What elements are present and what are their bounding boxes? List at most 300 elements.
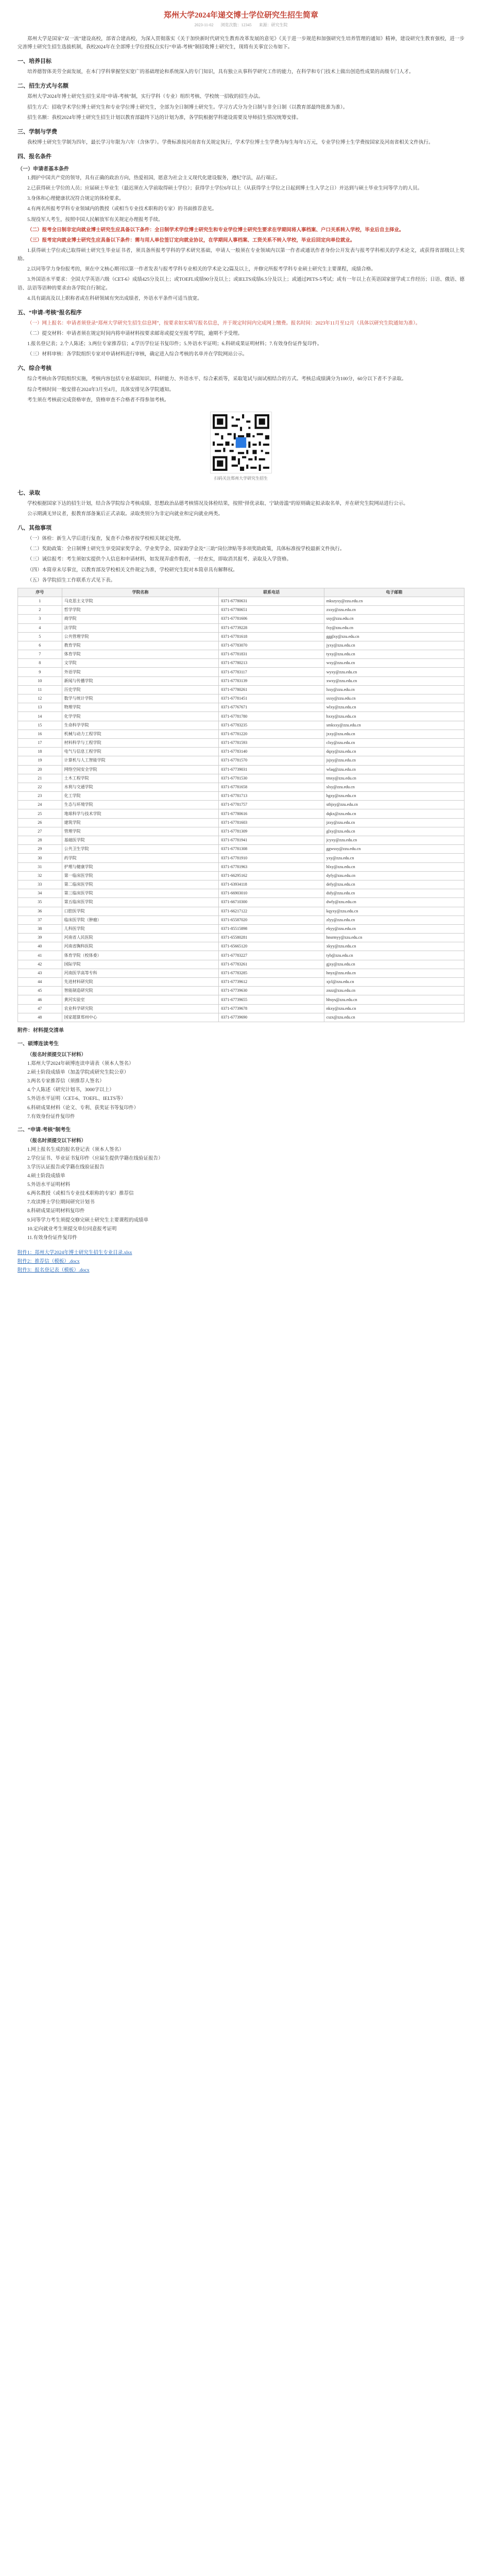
attachment-item: 9.同等学力考生须提交修完硕士研究生主要课程的成绩单 bbox=[27, 1217, 149, 1223]
table-row bbox=[18, 801, 464, 809]
table-cell: 15 bbox=[18, 721, 62, 730]
table-row bbox=[18, 818, 464, 827]
table-row bbox=[18, 827, 464, 836]
table-cell: 31 bbox=[18, 862, 62, 871]
section-title: 一、培养目标 bbox=[18, 58, 51, 65]
table-cell: 0371-66903010 bbox=[219, 889, 324, 898]
email-cell[interactable]: hgxy@zzu.edu.cn bbox=[324, 792, 464, 801]
section-paragraph: 郑州大学2024年博士研究生招生采用“申请-考核”制，实行学科（专业）组织考核、学校统一招收的招生办法。 bbox=[27, 94, 264, 100]
exam-title: 六、综合考核 bbox=[18, 365, 51, 372]
other-paragraph: （一）体检：新生入学后进行复查，复查不合格者按学校相关规定处理。 bbox=[27, 536, 184, 542]
table-row bbox=[18, 916, 464, 924]
table-cell: 0371-67780631 bbox=[219, 597, 324, 605]
table-cell: 0371-67781757 bbox=[219, 801, 324, 809]
email-cell[interactable]: ekyy@zzu.edu.cn bbox=[324, 924, 464, 933]
email-cell[interactable]: slxy@zzu.edu.cn bbox=[324, 783, 464, 791]
extra-requirements bbox=[18, 247, 464, 303]
section-paragraph: 培养德智体美劳全面发展，在本门学科掌握坚实宽广的基础理论和系统深入的专门知识，具有独立从事科学研究工作的能力，在科学和专门技术上做出创造性成果的高级专门人才。 bbox=[27, 70, 414, 75]
email-cell[interactable]: jcyxy@zzu.edu.cn bbox=[324, 836, 464, 845]
attachment-item: （报名时须提交以下材料） bbox=[27, 1052, 87, 1058]
table-cell: 建筑学院 bbox=[62, 818, 219, 827]
table-row bbox=[18, 862, 464, 871]
table-cell: 41 bbox=[18, 951, 62, 960]
email-cell[interactable]: fxy@zzu.edu.cn bbox=[324, 623, 464, 632]
email-cell[interactable]: xwxy@zzu.edu.cn bbox=[324, 676, 464, 685]
table-cell: 4 bbox=[18, 623, 62, 632]
table-cell: 第一临床医学院 bbox=[62, 871, 219, 880]
admission-paragraph: 公示期满无异议者，报教育部备案后正式录取。录取类别分为非定向就业和定向就业两类。 bbox=[27, 511, 223, 517]
table-cell: 0371-67783140 bbox=[219, 748, 324, 756]
table-cell: 第三临床医学院 bbox=[62, 889, 219, 898]
qr-caption: 扫码关注郑州大学研究生招生 bbox=[214, 476, 268, 481]
table-cell: 生命科学学院 bbox=[62, 721, 219, 730]
table-cell: 37 bbox=[18, 916, 62, 924]
table-cell: 47 bbox=[18, 1004, 62, 1013]
table-cell: 22 bbox=[18, 783, 62, 791]
table-cell: 28 bbox=[18, 836, 62, 845]
table-cell: 0371-67783261 bbox=[219, 960, 324, 969]
table-row bbox=[18, 721, 464, 730]
table-cell: 40 bbox=[18, 942, 62, 951]
table-cell: 0371-67739655 bbox=[219, 995, 324, 1004]
procedure-paragraph: （二）提交材料：申请者须在规定时间内将申请材料按要求邮寄或提交至报考学院，逾期不予受理。 bbox=[27, 331, 243, 336]
email-cell[interactable]: xkyy@zzu.edu.cn bbox=[324, 942, 464, 951]
table-cell: 9 bbox=[18, 668, 62, 676]
table-cell: 0371-66295162 bbox=[219, 871, 324, 880]
requirement-paragraph: 4.具有副高及以上职称者或在科研领域有突出成绩者，外语水平条件可适当放宽。 bbox=[27, 296, 202, 301]
table-row bbox=[18, 774, 464, 783]
table-row bbox=[18, 748, 464, 756]
attachment-group-title: 一、硕博连读考生 bbox=[18, 1041, 59, 1047]
admission bbox=[18, 488, 464, 518]
table-cell: 临床医学院（肿瘤） bbox=[62, 916, 219, 924]
table-cell: 物理学院 bbox=[62, 703, 219, 712]
emphasis-block bbox=[18, 226, 464, 245]
page-title: 郑州大学2024年递交博士学位研究生招生简章 bbox=[163, 11, 318, 20]
table-cell: 电气与信息工程学院 bbox=[62, 748, 219, 756]
table-row bbox=[18, 960, 464, 969]
table-row bbox=[18, 756, 464, 765]
email-cell[interactable]: hlxy@zzu.edu.cn bbox=[324, 862, 464, 871]
table-cell: 0371-67739612 bbox=[219, 978, 324, 987]
attachment-item: 6.科研成果材料（论文、专利、获奖证书等复印件） bbox=[27, 1105, 139, 1111]
section-title: 四、报名条件 bbox=[18, 153, 51, 160]
table-row bbox=[18, 898, 464, 907]
table-cell: 12 bbox=[18, 694, 62, 703]
attachment-group-title: 二、“申请-考核”制考生 bbox=[18, 1127, 71, 1133]
table-row bbox=[18, 783, 464, 791]
email-cell[interactable]: mkszyxy@zzu.edu.cn bbox=[324, 597, 464, 605]
table-cell: 0371-67781606 bbox=[219, 615, 324, 623]
attachment-download-link[interactable]: 附件2：推荐信（模板）.docx bbox=[18, 1259, 80, 1264]
exam bbox=[18, 375, 464, 404]
email-cell[interactable]: xjcl@zzu.edu.cn bbox=[324, 978, 464, 987]
email-cell[interactable]: defy@zzu.edu.cn bbox=[324, 880, 464, 889]
section-title: 三、学制与学费 bbox=[18, 128, 57, 135]
admission-title: 七、录取 bbox=[18, 489, 40, 496]
attachment-download-link[interactable]: 附件3：报名登记表（模板）.docx bbox=[18, 1268, 90, 1274]
email-cell[interactable]: smkxxy@zzu.edu.cn bbox=[324, 721, 464, 730]
contact-table bbox=[18, 588, 464, 1022]
table-cell: 管理学院 bbox=[62, 827, 219, 836]
table-cell: 先进材料研究院 bbox=[62, 978, 219, 987]
table-cell: 29 bbox=[18, 845, 62, 854]
table-row bbox=[18, 694, 464, 703]
table-cell: 农业科学研究院 bbox=[62, 1004, 219, 1013]
table-header-row bbox=[18, 588, 464, 597]
table-row bbox=[18, 730, 464, 738]
other-matters bbox=[18, 535, 464, 585]
attachment-item: 2.硕士阶段成绩单（加盖学院或研究生院公章） bbox=[27, 1070, 129, 1076]
intro-paragraph: 郑州大学是国家“双一流”建设高校，部省合建高校，为深入贯彻落实《关于加快新时代研究生教育改革发展的意见》《关于进一步规范和加强研究生培养管理的通知》精神，建设研究生教育强校，进一步完善博士研究生招生选拔机制，我校2024年在全部博士学位授权点实行“申请-考核”制招收博士研究生，现将有关事宜公布如下。 bbox=[18, 37, 464, 50]
table-row bbox=[18, 836, 464, 845]
emphasis-paragraph: （三）报考定向就业博士研究生应具备以下条件：需与用人单位签订定向就业协议，在学期间人事档案、工资关系不转入学校，毕业后回定向单位就业。 bbox=[27, 238, 355, 243]
publish-date: 2023-11-02 bbox=[194, 23, 214, 27]
attachments bbox=[18, 1026, 464, 1275]
table-cell: 33 bbox=[18, 880, 62, 889]
section-title: 二、招生方式与名额 bbox=[18, 83, 68, 90]
email-cell[interactable]: ggwsxy@zzu.edu.cn bbox=[324, 845, 464, 854]
table-row bbox=[18, 676, 464, 685]
section-paragraph: 招生方式：招收学术学位博士研究生和专业学位博士研究生，全部为全日制博士研究生。学习方式分为全日制与非全日制（以教育部最终批准为准）。 bbox=[27, 105, 348, 110]
table-cell: 5 bbox=[18, 632, 62, 641]
section-paragraph: 4.有两名所报考学科专业领域内的教授（或相当专业技术职称的专家）的书面推荐意见。 bbox=[27, 207, 217, 212]
table-row bbox=[18, 668, 464, 676]
table-cell: 17 bbox=[18, 738, 62, 747]
table-row bbox=[18, 854, 464, 862]
attachment-item: 2.学位证书、毕业证书复印件（应届生提供学籍在线验证报告） bbox=[27, 1156, 163, 1161]
section-paragraph: 3.身体和心理健康状况符合规定的体检要求。 bbox=[27, 196, 124, 202]
email-cell[interactable]: tmxy@zzu.edu.cn bbox=[324, 774, 464, 783]
qr-code-graphic bbox=[211, 412, 271, 473]
table-cell: 土木工程学院 bbox=[62, 774, 219, 783]
table-cell: 化工学院 bbox=[62, 792, 219, 801]
email-cell[interactable]: dyfy@zzu.edu.cn bbox=[324, 871, 464, 880]
table-cell: 0371-67781618 bbox=[219, 632, 324, 641]
email-cell[interactable]: dwfy@zzu.edu.cn bbox=[324, 898, 464, 907]
attachment-item: 3.学历认证报告或学籍在线验证报告 bbox=[27, 1165, 105, 1170]
table-row bbox=[18, 880, 464, 889]
table-cell: 0371-67781831 bbox=[219, 650, 324, 659]
table-row bbox=[18, 659, 464, 668]
table-cell: 材料科学与工程学院 bbox=[62, 738, 219, 747]
table-row bbox=[18, 685, 464, 694]
table-cell: 0371-67780616 bbox=[219, 809, 324, 818]
table-cell: 0371-67781220 bbox=[219, 730, 324, 738]
table-cell: 智能制造研究院 bbox=[62, 987, 219, 995]
hit-count: 浏览次数：12345 bbox=[220, 23, 252, 27]
table-cell: 0371-67739690 bbox=[219, 1013, 324, 1022]
table-cell: 6 bbox=[18, 641, 62, 650]
table-cell: 0371-67781658 bbox=[219, 783, 324, 791]
table-cell: 0371-67783070 bbox=[219, 641, 324, 650]
table-row bbox=[18, 1004, 464, 1013]
table-cell: 38 bbox=[18, 924, 62, 933]
table-cell: 0371-67780651 bbox=[219, 606, 324, 615]
table-cell: 0371-66217122 bbox=[219, 907, 324, 916]
table-cell: 儿科医学院 bbox=[62, 924, 219, 933]
email-cell[interactable]: cszx@zzu.edu.cn bbox=[324, 1013, 464, 1022]
table-cell: 0371-67781603 bbox=[219, 818, 324, 827]
table-cell: 外语学院 bbox=[62, 668, 219, 676]
email-cell[interactable]: nkxy@zzu.edu.cn bbox=[324, 1004, 464, 1013]
table-cell: 生态与环境学院 bbox=[62, 801, 219, 809]
table-cell: 河南省胸科医院 bbox=[62, 942, 219, 951]
table-cell: 公共管理学院 bbox=[62, 632, 219, 641]
table-row bbox=[18, 987, 464, 995]
table-cell: 口腔医学院 bbox=[62, 907, 219, 916]
section-paragraph: 我校博士研究生学制为四年，最长学习年限为六年（含休学）。学费标准按河南省有关规定执行，学术学位博士生学费为每生每年1万元，专业学位博士生学费按国家及河南省相关文件执行。 bbox=[27, 140, 434, 145]
email-cell[interactable]: znzz@zzu.edu.cn bbox=[324, 987, 464, 995]
table-cell: 20 bbox=[18, 765, 62, 774]
attachment-item: 10.定向就业考生须提交单位同意报考证明 bbox=[27, 1226, 117, 1232]
table-cell: 14 bbox=[18, 712, 62, 721]
email-cell[interactable]: jsjxy@zzu.edu.cn bbox=[324, 756, 464, 765]
attachment-item: 4.个人陈述（研究计划书，3000字以上） bbox=[27, 1088, 114, 1093]
table-cell: 国际学院 bbox=[62, 960, 219, 969]
exam-paragraph: 考生须在考核前完成资格审查，资格审查不合格者不得参加考核。 bbox=[27, 397, 169, 403]
column-header: 学院名称 bbox=[62, 588, 219, 597]
section-paragraph: 1.拥护中国共产党的领导，具有正确的政治方向，热爱祖国，愿意为社会主义现代化建设服务，遵纪守法，品行端正。 bbox=[27, 175, 281, 181]
table-cell: 第五临床医学院 bbox=[62, 898, 219, 907]
procedure-paragraph: 1.报名登记表；2.个人陈述；3.两位专家推荐信；4.学历学位证书复印件；5.外语水平证明；6.科研成果证明材料；7.有效身份证件复印件。 bbox=[27, 342, 322, 347]
table-cell: 河南省人民医院 bbox=[62, 934, 219, 942]
requirement-paragraph: 2.以同等学力身份报考的，须在中文核心期刊以第一作者发表与报考学科专业相关的学术论文2篇及以上，并修完所报考学科专业硕士研究生主要课程，成绩合格。 bbox=[27, 267, 376, 273]
intro bbox=[18, 35, 464, 52]
procedure-title: 五、“申请-考核”报名程序 bbox=[18, 309, 82, 316]
table-row bbox=[18, 907, 464, 916]
table-cell: 0371-67739031 bbox=[219, 765, 324, 774]
table-row bbox=[18, 615, 464, 623]
email-cell[interactable]: glxy@zzu.edu.cn bbox=[324, 827, 464, 836]
table-cell: 新闻与传播学院 bbox=[62, 676, 219, 685]
table-cell: 网络空间安全学院 bbox=[62, 765, 219, 774]
table-cell: 1 bbox=[18, 597, 62, 605]
table-cell: 0371-67781963 bbox=[219, 862, 324, 871]
table-cell: 34 bbox=[18, 889, 62, 898]
table-cell: 0371-67781309 bbox=[219, 827, 324, 836]
table-cell: 护理与健康学院 bbox=[62, 862, 219, 871]
table-row bbox=[18, 650, 464, 659]
table-cell: 25 bbox=[18, 809, 62, 818]
table-cell: 42 bbox=[18, 960, 62, 969]
exam-paragraph: 综合考核时间一般安排在2024年3月至4月，具体安排见各学院通知。 bbox=[27, 387, 175, 393]
table-cell: 0371-65580281 bbox=[219, 934, 324, 942]
table-cell: 体育学院 bbox=[62, 650, 219, 659]
table-cell: 0371-67781780 bbox=[219, 712, 324, 721]
attachment-item: 5.外语水平证明材料 bbox=[27, 1182, 71, 1188]
procedure-paragraph: （一）网上报名：申请者须登录“郑州大学研究生招生信息网”，按要求如实填写报名信息，并于规定时间内完成网上缴费。报名时间：2023年11月至12月（具体以研究生院通知为准）。 bbox=[27, 320, 421, 326]
table-row bbox=[18, 632, 464, 641]
other-paragraph: （四）本简章未尽事宜，以教育部及学校相关文件规定为准，学校研究生院对本简章具有解释权。 bbox=[27, 567, 238, 573]
section-subtitle: （一）申请者基本条件 bbox=[18, 166, 69, 172]
email-cell[interactable]: zxxy@zzu.edu.cn bbox=[324, 606, 464, 615]
table-cell: 黄河实验室 bbox=[62, 995, 219, 1004]
table-row bbox=[18, 995, 464, 1004]
table-cell: 地球科学与技术学院 bbox=[62, 809, 219, 818]
table-cell: 35 bbox=[18, 898, 62, 907]
table-row bbox=[18, 606, 464, 615]
email-cell[interactable]: sxxy@zzu.edu.cn bbox=[324, 694, 464, 703]
table-cell: 32 bbox=[18, 871, 62, 880]
email-cell[interactable]: wyxy@zzu.edu.cn bbox=[324, 668, 464, 676]
attachment-item: （报名时须提交以下材料） bbox=[27, 1138, 87, 1144]
table-cell: 2 bbox=[18, 606, 62, 615]
email-cell[interactable]: tyxy@zzu.edu.cn bbox=[324, 650, 464, 659]
table-cell: 基础医学院 bbox=[62, 836, 219, 845]
qr-code bbox=[210, 412, 272, 473]
email-cell[interactable]: jxxy@zzu.edu.cn bbox=[324, 730, 464, 738]
table-cell: 计算机与人工智能学院 bbox=[62, 756, 219, 765]
table-cell: 马克思主义学院 bbox=[62, 597, 219, 605]
table-cell: 数学与统计学院 bbox=[62, 694, 219, 703]
table-cell: 国家超算郑州中心 bbox=[62, 1013, 219, 1022]
table-row bbox=[18, 951, 464, 960]
email-cell[interactable]: gjxy@zzu.edu.cn bbox=[324, 960, 464, 969]
email-cell[interactable]: ggglxy@zzu.edu.cn bbox=[324, 632, 464, 641]
attachment-item: 3.两名专家推荐信（须推荐人签名） bbox=[27, 1079, 105, 1084]
attachment-item: 1.网上报名生成的报名登记表（须本人签名） bbox=[27, 1147, 124, 1153]
table-row bbox=[18, 703, 464, 712]
table-cell: 11 bbox=[18, 685, 62, 694]
table-row bbox=[18, 845, 464, 854]
table-cell: 7 bbox=[18, 650, 62, 659]
table-row bbox=[18, 969, 464, 977]
table-cell: 哲学学院 bbox=[62, 606, 219, 615]
table-row bbox=[18, 889, 464, 898]
table-cell: 10 bbox=[18, 676, 62, 685]
table-cell: 36 bbox=[18, 907, 62, 916]
table-row bbox=[18, 934, 464, 942]
attachment-download-link[interactable]: 附件1：郑州大学2024年博士研究生招生专业目录.xlsx bbox=[18, 1250, 132, 1256]
email-cell[interactable]: sxy@zzu.edu.cn bbox=[324, 615, 464, 623]
attachment-item: 7.攻读博士学位期间研究计划书 bbox=[27, 1200, 95, 1206]
email-cell[interactable]: lsxy@zzu.edu.cn bbox=[324, 685, 464, 694]
source: 来源：研究生院 bbox=[259, 23, 288, 27]
table-cell: 0371-67767671 bbox=[219, 703, 324, 712]
table-cell: 0371-67739630 bbox=[219, 987, 324, 995]
email-cell[interactable]: hnyz@zzu.edu.cn bbox=[324, 969, 464, 977]
section-paragraph: 2.已获得硕士学位的人员；应届硕士毕业生（最迟须在入学前取得硕士学位）；获得学士学位6年以上（从获得学士学位之日起到博士生入学之日）并达到与硕士毕业生同等学力的人员。 bbox=[27, 186, 423, 192]
table-row bbox=[18, 1013, 464, 1022]
table-row bbox=[18, 809, 464, 818]
table-cell: 16 bbox=[18, 730, 62, 738]
table-cell: 教育学院 bbox=[62, 641, 219, 650]
attachment-item: 4.硕士阶段成绩单 bbox=[27, 1174, 65, 1179]
table-cell: 0371-67783117 bbox=[219, 668, 324, 676]
table-row bbox=[18, 871, 464, 880]
table-cell: 商学院 bbox=[62, 615, 219, 623]
email-cell[interactable]: clxy@zzu.edu.cn bbox=[324, 738, 464, 747]
table-row bbox=[18, 597, 464, 605]
article bbox=[0, 0, 482, 1275]
attachment-item: 5.外语水平证明（CET-6、TOEFL、IELTS等） bbox=[27, 1096, 126, 1102]
email-cell[interactable]: hxxy@zzu.edu.cn bbox=[324, 712, 464, 721]
table-cell: 法学院 bbox=[62, 623, 219, 632]
table-row bbox=[18, 738, 464, 747]
table-cell: 0371-67783139 bbox=[219, 676, 324, 685]
email-cell[interactable]: dqxy@zzu.edu.cn bbox=[324, 748, 464, 756]
table-cell: 30 bbox=[18, 854, 62, 862]
table-cell: 3 bbox=[18, 615, 62, 623]
table-cell: 药学院 bbox=[62, 854, 219, 862]
section-paragraph: 招生名额：我校2024年博士研究生招生计划以教育部最终下达的计划为准，各学院根据学科建设需要及导师招生情况统筹安排。 bbox=[27, 115, 302, 121]
email-cell[interactable]: wxy@zzu.edu.cn bbox=[324, 659, 464, 668]
email-cell[interactable]: dqkx@zzu.edu.cn bbox=[324, 809, 464, 818]
procedure bbox=[18, 319, 464, 359]
table-cell: 0371-85515898 bbox=[219, 924, 324, 933]
table-cell: 0371-67781713 bbox=[219, 792, 324, 801]
email-cell[interactable]: dsfy@zzu.edu.cn bbox=[324, 889, 464, 898]
table-body bbox=[18, 597, 464, 1022]
table-cell: 0371-67781451 bbox=[219, 694, 324, 703]
table-cell: 文学院 bbox=[62, 659, 219, 668]
email-cell[interactable]: hnsrmyy@zzu.edu.cn bbox=[324, 934, 464, 942]
table-row bbox=[18, 792, 464, 801]
table-cell: 机械与动力工程学院 bbox=[62, 730, 219, 738]
table-cell: 0371-65665120 bbox=[219, 942, 324, 951]
attachment-groups bbox=[18, 1040, 464, 1243]
column-header: 电子邮箱 bbox=[324, 588, 464, 597]
email-cell[interactable]: sthjxy@zzu.edu.cn bbox=[324, 801, 464, 809]
column-header: 联系电话 bbox=[219, 588, 324, 597]
table-cell: 43 bbox=[18, 969, 62, 977]
table-cell: 46 bbox=[18, 995, 62, 1004]
table-cell: 0371-67781570 bbox=[219, 756, 324, 765]
table-cell: 0371-67783285 bbox=[219, 969, 324, 977]
email-cell[interactable]: jyxy@zzu.edu.cn bbox=[324, 641, 464, 650]
table-cell: 45 bbox=[18, 987, 62, 995]
table-cell: 0371-67739678 bbox=[219, 1004, 324, 1013]
table-cell: 0371-67739228 bbox=[219, 623, 324, 632]
table-cell: 0371-63934118 bbox=[219, 880, 324, 889]
attachment-item: 6.两名教授（或相当专业技术职称的专家）推荐信 bbox=[27, 1191, 134, 1197]
table-cell: 24 bbox=[18, 801, 62, 809]
email-cell[interactable]: wlxy@zzu.edu.cn bbox=[324, 703, 464, 712]
attachment-links bbox=[18, 1249, 464, 1275]
email-cell[interactable]: tyb@zzu.edu.cn bbox=[324, 951, 464, 960]
table-row bbox=[18, 978, 464, 987]
table-cell: 0371-67781910 bbox=[219, 854, 324, 862]
table-cell: 0371-67781593 bbox=[219, 738, 324, 747]
email-cell[interactable]: hhsys@zzu.edu.cn bbox=[324, 995, 464, 1004]
email-cell[interactable]: zlyy@zzu.edu.cn bbox=[324, 916, 464, 924]
table-cell: 体育学院（校体委） bbox=[62, 951, 219, 960]
table-cell: 44 bbox=[18, 978, 62, 987]
table-cell: 27 bbox=[18, 827, 62, 836]
table-cell: 水利与交通学院 bbox=[62, 783, 219, 791]
table-row bbox=[18, 641, 464, 650]
email-cell[interactable]: kqyxy@zzu.edu.cn bbox=[324, 907, 464, 916]
table-cell: 0371-67783235 bbox=[219, 721, 324, 730]
table-row bbox=[18, 924, 464, 933]
table-row bbox=[18, 942, 464, 951]
email-cell[interactable]: jzxy@zzu.edu.cn bbox=[324, 818, 464, 827]
other-title: 八、其他事项 bbox=[18, 525, 51, 532]
table-row bbox=[18, 765, 464, 774]
table-cell: 0371-67780261 bbox=[219, 685, 324, 694]
table-cell: 13 bbox=[18, 703, 62, 712]
table-cell: 23 bbox=[18, 792, 62, 801]
attachment-item: 7.有效身份证件复印件 bbox=[27, 1114, 75, 1120]
admission-paragraph: 学校根据国家下达的招生计划，结合各学院综合考核成绩、思想政治品德考核情况及体检结果，按照“择优录取、宁缺毋滥”的原则确定拟录取名单，并在研究生院网站进行公示。 bbox=[27, 501, 408, 506]
email-cell[interactable]: yxy@zzu.edu.cn bbox=[324, 854, 464, 862]
table-cell: 第二临床医学院 bbox=[62, 880, 219, 889]
table-cell: 0371-67781530 bbox=[219, 774, 324, 783]
email-cell[interactable]: wlaq@zzu.edu.cn bbox=[324, 765, 464, 774]
requirement-paragraph: 3.外国语水平要求：全国大学英语六级（CET-6）成绩425分及以上；或TOEFL成绩90分及以上；或IELTS成绩6.5分及以上；或通过PETS-5考试；或有一年以上在英语国家留学或工作经历；日语、俄语、德语、法语等语种的要求由各学院自行制定。 bbox=[18, 277, 464, 291]
column-header: 序号 bbox=[18, 588, 62, 597]
